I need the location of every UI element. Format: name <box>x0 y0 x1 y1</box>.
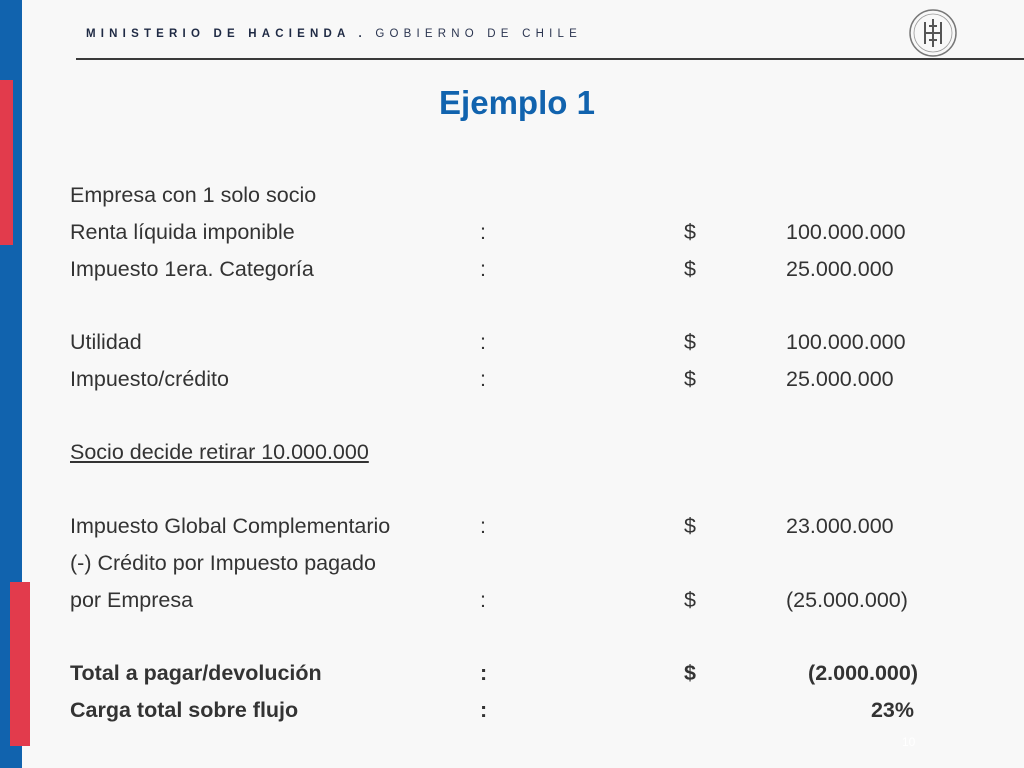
row-currency: $ <box>684 661 696 685</box>
row-currency: $ <box>684 220 696 244</box>
row-colon: : <box>480 220 486 244</box>
row-label: Socio decide retirar 10.000.000 <box>70 440 369 464</box>
row-currency: $ <box>684 330 696 354</box>
row-colon: : <box>480 514 486 538</box>
row-colon: : <box>480 330 486 354</box>
header-org-light: GOBIERNO DE CHILE <box>375 28 582 40</box>
row-currency: $ <box>684 588 696 612</box>
row-colon: : <box>480 698 488 722</box>
page-title: Ejemplo 1 <box>439 84 595 121</box>
row-amount: 25.000.000 <box>786 367 894 391</box>
row-label: (-) Crédito por Impuesto pagado <box>70 551 376 575</box>
row-label: Impuesto/crédito <box>70 367 229 391</box>
left-red-accent-bottom <box>10 582 30 746</box>
row-label: Empresa con 1 solo socio <box>70 183 317 207</box>
government-seal-icon <box>908 8 958 58</box>
row-label: Carga total sobre flujo <box>70 698 299 722</box>
slide-number: 10 <box>902 735 916 749</box>
row-label: Utilidad <box>70 330 142 354</box>
row-label: por Empresa <box>70 588 194 612</box>
header-org-bold: MINISTERIO DE HACIENDA . <box>86 28 367 40</box>
row-amount: 23% <box>870 698 914 722</box>
row-amount: 25.000.000 <box>786 257 894 281</box>
row-label: Renta líquida imponible <box>70 220 295 244</box>
row-label: Impuesto 1era. Categoría <box>70 257 314 281</box>
row-currency: $ <box>684 367 696 391</box>
header-divider <box>76 58 1024 60</box>
row-colon: : <box>480 257 486 281</box>
row-currency: $ <box>684 514 696 538</box>
row-label: Impuesto Global Complementario <box>70 514 391 538</box>
row-amount: 23.000.000 <box>786 514 894 538</box>
header-organization <box>86 28 582 40</box>
row-amount: 100.000.000 <box>786 330 906 354</box>
row-colon: : <box>480 367 486 391</box>
row-colon: : <box>480 588 486 612</box>
row-amount: (2.000.000) <box>808 661 918 685</box>
row-label: Total a pagar/devolución <box>70 661 322 685</box>
row-amount: 100.000.000 <box>786 220 906 244</box>
row-currency: $ <box>684 257 696 281</box>
row-amount: (25.000.000) <box>786 588 908 612</box>
row-colon: : <box>480 661 488 685</box>
